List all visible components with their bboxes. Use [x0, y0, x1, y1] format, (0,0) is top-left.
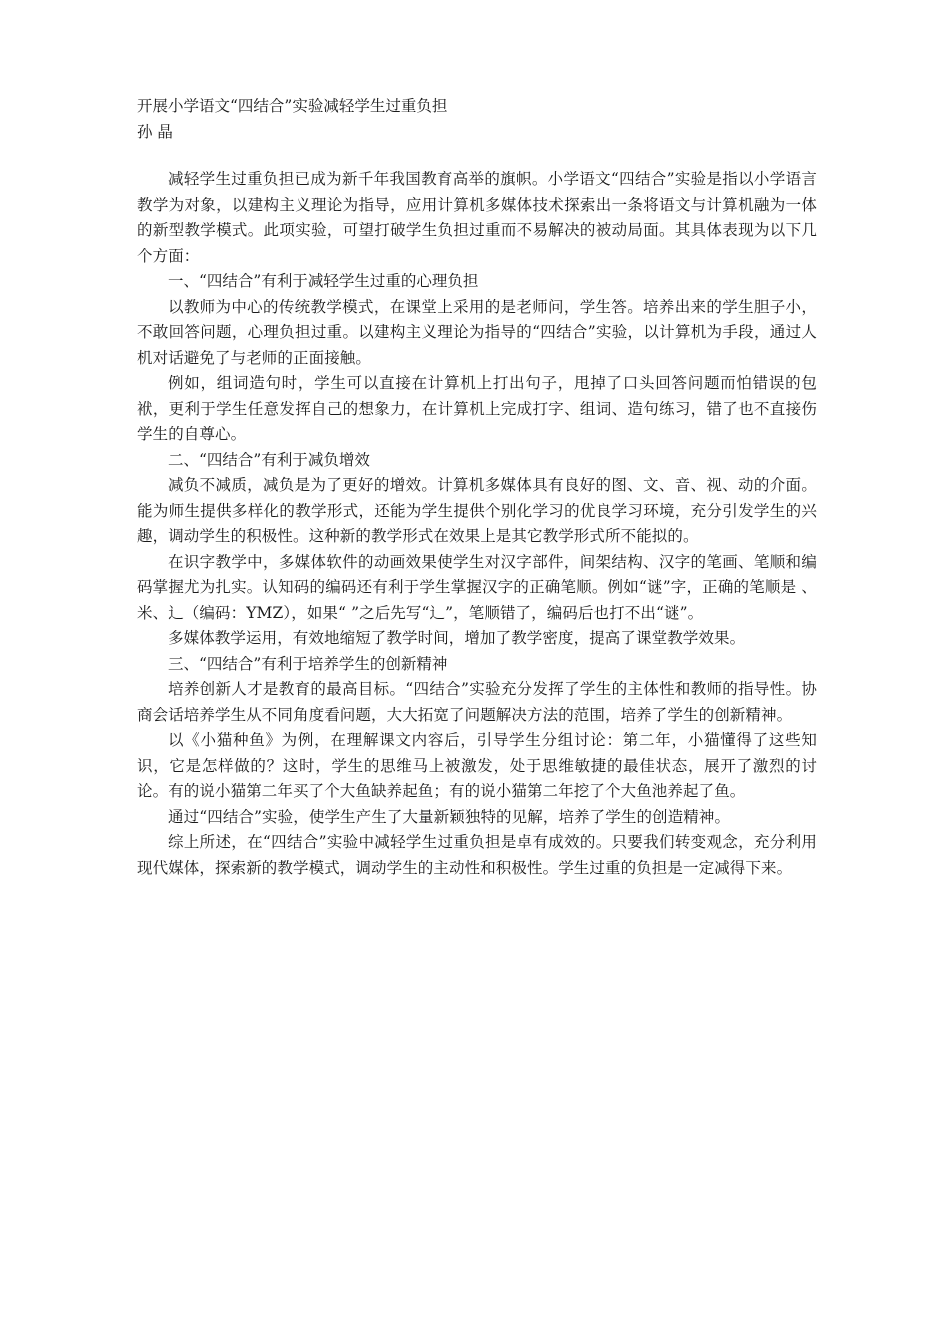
document-author: 孙 晶 — [137, 123, 173, 141]
section-heading-1: 一、“四结合”有利于减轻学生过重的心理负担 — [168, 272, 479, 290]
paragraph-intro: 减轻学生过重负担已成为新千年我国教育高举的旗帜。小学语文“四结合”实验是指以小学语言教学为对象，以建构主义理论为指导，应用计算机多媒体技术探索出一条将语文与计算机融为一体的新型教学模式。此项实验，可望打破学生负担过重而不易解决的被动局面。其具体表现为以下几个方面： — [137, 170, 817, 265]
paragraph: 通过“四结合”实验，使学生产生了大量新颖独特的见解，培养了学生的创造精神。 — [168, 807, 731, 826]
document-title: 开展小学语文“四结合”实验减轻学生过重负担 — [137, 97, 448, 115]
section-heading-2: 二、“四结合”有利于减负增效 — [168, 450, 370, 469]
paragraph: 培养创新人才是教育的最高目标。“四结合”实验充分发挥了学生的主体性和教师的指导性。协商会话培养学生从不同角度看问题，大大拓宽了问题解决方法的范围，培养了学生的创新精神。 — [137, 680, 817, 724]
paragraph: 在识字教学中，多媒体软件的动画效果使学生对汉字部件，间架结构、汉字的笔画、笔顺和编码掌握尤为扎实。认知码的编码还有利于学生掌握汉字的正确笔顺。例如“谜”字，正确的笔顺是 、米、辶（编码：YMZ），如果“ ”之后先写“辶”，笔顺错了，编码后也打不出“谜”。 — [137, 552, 817, 622]
paragraph: 减负不减质，减负是为了更好的增效。计算机多媒体具有良好的图、文、音、视、动的介面。能为师生提供多样化的教学形式，还能为学生提供个别化学习的优良学习环境，充分引发学生的兴趣，调动学生的积极性。这种新的教学形式在效果上是其它教学形式所不能拟的。 — [137, 476, 817, 545]
paragraph: 以教师为中心的传统教学模式，在课堂上采用的是老师问，学生答。培养出来的学生胆子小，不敢回答问题，心理负担过重。以建构主义理论为指导的“四结合”实验，以计算机为手段，通过人机对话避免了与老师的正面接触。 — [137, 297, 817, 367]
paragraph: 多媒体教学运用，有效地缩短了教学时间，增加了教学密度，提高了课堂教学效果。 — [168, 629, 746, 647]
section-heading-3: 三、“四结合”有利于培养学生的创新精神 — [168, 654, 448, 673]
paragraph: 以《小猫种鱼》为例，在理解课文内容后，引导学生分组讨论：第二年，小猫懂得了这些知识，它是怎样做的？这时，学生的思维马上被激发，处于思维敏捷的最佳状态，展开了激烈的讨论。有的说小猫第二年买了个大鱼缺养起鱼；有的说小猫第二年挖了个大鱼池养起了鱼。 — [137, 731, 817, 800]
paragraph-conclusion: 综上所述，在“四结合”实验中减轻学生过重负担是卓有成效的。只要我们转变观念，充分利用现代媒体，探索新的教学模式，调动学生的主动性和积极性。学生过重的负担是一定减得下来。 — [137, 833, 817, 877]
document-page — [137, 93, 817, 881]
paragraph: 例如，组词造句时，学生可以直接在计算机上打出句子，甩掉了口头回答问题而怕错误的包袱，更利于学生任意发挥自己的想象力，在计算机上完成打字、组词、造句练习，错了也不直接伤学生的自尊心。 — [137, 374, 817, 443]
